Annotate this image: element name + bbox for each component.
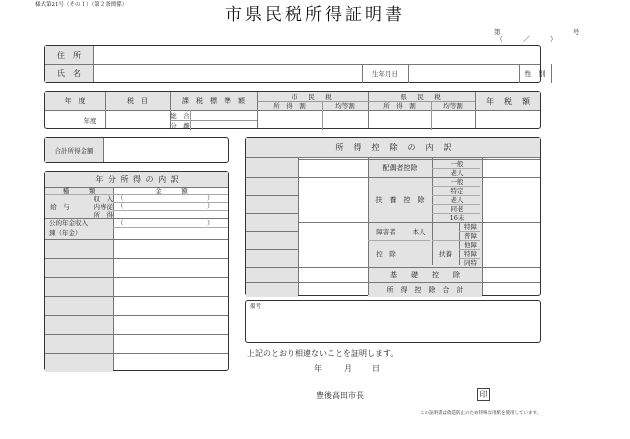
separate-income-label: 分 離	[170, 121, 190, 130]
col-type: 種 類	[62, 187, 96, 195]
birthdate-field	[409, 65, 519, 83]
gender-label: 性 別	[524, 69, 546, 78]
person-box	[44, 45, 546, 83]
form-number: 様式第21号（その１）（第２条関係）	[35, 2, 128, 8]
page-title: 市県民税所得証明書	[225, 5, 405, 25]
dependent-disabled-label: 扶養	[439, 250, 452, 258]
seal-mark: 印	[477, 388, 490, 401]
col-city-per-capita: 均等割	[335, 102, 355, 110]
cert-day: 日	[372, 364, 380, 373]
total-deduction-label: 所 得 控 除 合 計	[386, 285, 464, 294]
salary-profit-label: 所 得	[93, 210, 113, 219]
income-breakdown-table: 年 分 所 得 の 内 訳 種 類 金 額 給 与 収 入 内専従 所 得 （ ） （ ） 公的年金収入 錬（年金） （ ）	[44, 171, 229, 371]
self-disabled-label: 本人	[412, 227, 426, 236]
footnote: この証明書は偽造防止のため特殊な用紙を使用しています。	[420, 411, 542, 416]
income-breakdown-title: 年 分 所 得 の 内 訳	[95, 175, 180, 184]
remarks-box	[245, 300, 541, 343]
birthdate-label: 生年月日	[372, 70, 398, 78]
col-pref-per-capita: 均等割	[443, 102, 463, 110]
total-income-box	[44, 137, 229, 163]
address-field	[94, 46, 540, 64]
mayor-title: 豊後高田市長	[316, 391, 364, 400]
issue-date-slot: （ ／ ）	[496, 35, 559, 43]
basic-deduction-label: 基 礎 控 除	[390, 270, 460, 279]
disabled-deduction-label: 障害者	[376, 227, 396, 236]
spouse-deduction-label: 配偶者控除	[382, 164, 418, 172]
cert-year: 年	[314, 364, 322, 373]
col-city-tax: 市 民 税	[291, 93, 334, 101]
pension-label: 公的年金収入	[49, 219, 88, 227]
col-pref-tax: 県 民 税	[400, 93, 443, 101]
certification-statement: 上記のとおり相違ないことを証明します。	[247, 349, 399, 358]
col-tax-base: 課 税 標 準 額	[182, 97, 245, 105]
number-suffix: 号	[573, 28, 580, 36]
remarks-label: 備考	[250, 304, 262, 310]
dependent-deduction-label: 扶 養 控 除	[375, 195, 425, 204]
salary-label: 給 与	[50, 202, 70, 211]
cert-month: 月	[344, 364, 352, 373]
deductions-table: 所 得 控 除 の 内 訳 配偶者控除 一般 老人 扶 養 控 除 一般 特定 老人 同老 16未 障害者 控 除 本人 特障 普障 扶養 他障 特障 同特 基 礎 控 除 所 得 控 除 合 計	[245, 137, 541, 296]
number-prefix: 第	[494, 28, 501, 36]
col-pref-income-split: 所 得 割	[383, 102, 416, 110]
name-field	[94, 65, 362, 83]
col-annual-tax: 年 税 額	[486, 96, 531, 106]
deductions-title: 所 得 控 除 の 内 訳	[335, 143, 453, 152]
salary-income-label: 収 入	[93, 194, 113, 203]
col-year: 年 度	[64, 97, 86, 105]
col-city-income-split: 所 得 割	[273, 102, 306, 110]
name-label: 氏 名	[57, 69, 81, 78]
address-label: 住 所	[57, 50, 81, 60]
col-tax-item: 税 目	[127, 97, 148, 105]
total-income-label: 合計所得金額	[54, 146, 94, 155]
col-amount: 金 額	[155, 187, 188, 195]
total-income-label: 総 合	[170, 111, 190, 120]
pension-label-2: 錬（年金）	[49, 229, 82, 237]
salary-family-label: 内専従	[93, 202, 113, 211]
tax-table	[44, 91, 541, 129]
year-suffix: 年度	[83, 116, 97, 125]
